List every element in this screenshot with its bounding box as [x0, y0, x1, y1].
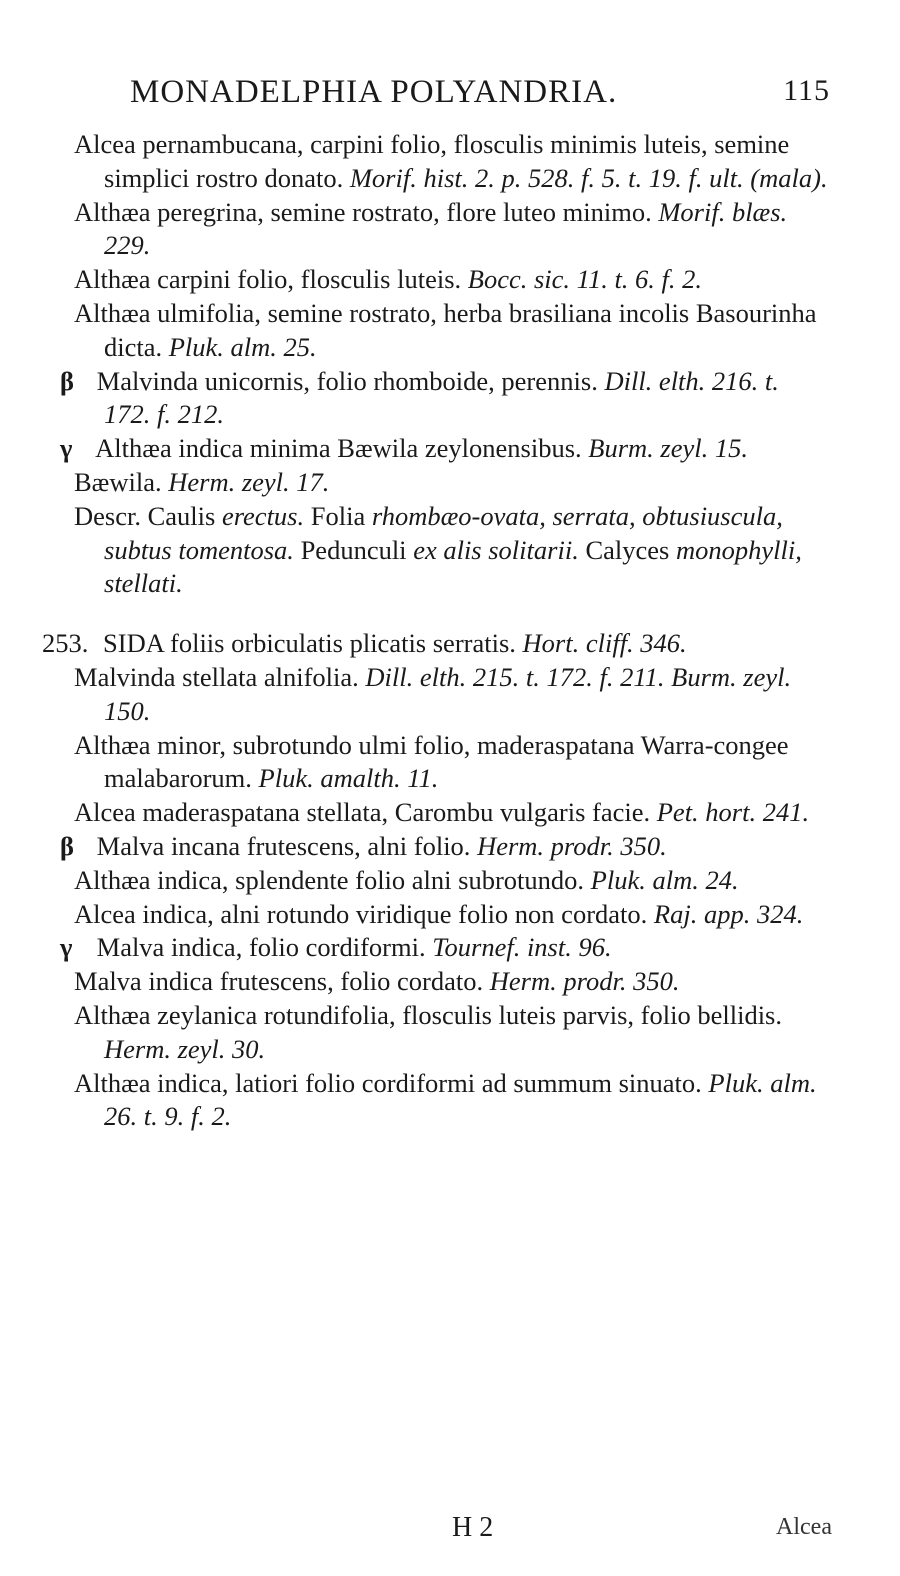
entry-reference: Pluk. alm. 24. — [590, 864, 739, 895]
synonym-entry — [60, 898, 830, 932]
synonym-entry — [60, 196, 830, 264]
synonym-entry — [60, 466, 830, 500]
species-diagnosis: SIDA foliis orbiculatis plicatis serratis. — [103, 628, 516, 659]
entry-reference: Hort. cliff. 346. — [522, 628, 687, 659]
synonym-entry — [60, 661, 830, 729]
description-term: Caulis — [147, 500, 216, 531]
entry-text: Althæa ulmifolia, semine rostrato, herba brasiliana incolis Basourinha dicta. — [74, 297, 817, 362]
entry-reference: Herm. prodr. 350. — [477, 830, 667, 861]
entry-text: Malva incana frutescens, alni folio. — [96, 830, 471, 861]
variety-mark: β — [60, 365, 74, 396]
entry-reference: Morif. hist. 2. p. 528. f. 5. t. 19. f. ult. (mala). — [349, 162, 828, 193]
running-title: MONADELPHIA POLYANDRIA. — [130, 74, 618, 110]
variety-mark: γ — [60, 433, 73, 464]
entry-text: Althæa indica minima Bæwila zeylonensibus. — [95, 433, 582, 464]
entry-reference: Bocc. sic. 11. t. 6. f. 2. — [467, 264, 703, 295]
variety-mark: γ — [60, 932, 73, 963]
entry-text: Althæa indica, splendente folio alni subrotundo. — [74, 864, 585, 895]
entry-text: Malva indica frutescens, folio cordato. — [74, 966, 484, 997]
species-heading — [42, 627, 830, 661]
entry-text: Alcea maderaspatana stellata, Carombu vulgaris facie. — [74, 797, 651, 828]
description-block — [60, 500, 830, 601]
entry-text: Malvinda stellata alnifolia. — [74, 661, 359, 692]
entry-text: Malva indica, folio cordiformi. — [96, 932, 426, 963]
entry-reference: Dill. elth. 215. t. 172. f. 211. Burm. zeyl. 150. — [104, 661, 792, 726]
entry-reference: Raj. app. 324. — [653, 898, 804, 929]
entry-text: Althæa zeylanica rotundifolia, flosculis luteis parvis, folio bellidis. — [74, 999, 782, 1030]
page-footer — [0, 1512, 900, 1552]
description-term: Folia — [310, 500, 366, 531]
entry-reference: Morif. blæs. 229. — [104, 196, 788, 261]
synonym-entry — [60, 965, 830, 999]
entry-reference: Pluk. alm. 26. t. 9. f. 2. — [104, 1067, 817, 1132]
synonym-entry — [60, 864, 830, 898]
entry-reference: Burm. zeyl. 15. — [588, 433, 749, 464]
entry-text: Althæa indica, latiori folio cordiformi ad summum sinuato. — [74, 1067, 702, 1098]
entry-text: Althæa peregrina, semine rostrato, flore luteo minimo. — [74, 196, 652, 227]
species-number: 253. — [42, 628, 89, 659]
description-term: Calyces — [585, 534, 670, 565]
synonym-entry — [60, 128, 830, 196]
entry-reference: Herm. zeyl. 30. — [104, 1033, 266, 1064]
synonym-entry — [60, 1067, 830, 1135]
entry-reference: Dill. elth. 216. t. 172. f. 212. — [104, 365, 779, 430]
synonym-entry — [60, 796, 830, 830]
description-italic: ex alis solitarii. — [413, 534, 579, 565]
description-term: Pedunculi — [300, 534, 407, 565]
catchword: Alcea — [776, 1514, 832, 1540]
entry-text: Althæa minor, subrotundo ulmi folio, maderaspatana Warra-congee malabarorum. — [74, 729, 789, 794]
synonym-entry — [60, 729, 830, 797]
signature-mark: H 2 — [452, 1512, 494, 1543]
entry-reference: Tournef. inst. 96. — [432, 932, 612, 963]
entry-reference: Herm. prodr. 350. — [489, 966, 680, 997]
variety-beta-entry — [60, 830, 830, 864]
synonym-entry — [60, 263, 830, 297]
entry-reference: Pet. hort. 241. — [656, 797, 810, 828]
description-label: Descr. — [74, 500, 141, 531]
page-number: 115 — [783, 74, 830, 107]
variety-gamma-entry — [60, 432, 830, 466]
variety-gamma-entry — [60, 931, 830, 965]
variety-beta-entry — [60, 365, 830, 433]
synonym-entry — [60, 999, 830, 1067]
entry-text: Althæa carpini folio, flosculis luteis. — [74, 264, 462, 295]
entry-text: Malvinda unicornis, folio rhomboide, perennis. — [96, 365, 598, 396]
entry-reference: Herm. zeyl. 17. — [168, 466, 330, 497]
variety-mark: β — [60, 830, 74, 861]
entry-reference: Pluk. amalth. 11. — [258, 763, 439, 794]
entry-reference: Pluk. alm. 25. — [168, 331, 317, 362]
synonym-entry — [60, 297, 830, 365]
entry-text: Bæwila. — [74, 466, 162, 497]
entry-text: Alcea indica, alni rotundo viridique folio non cordato. — [74, 898, 648, 929]
description-italic: erectus. — [221, 500, 305, 531]
text-body — [42, 128, 830, 1134]
description-italic: rhombæo-ovata, serrata, obtusiuscula, subtus tomentosa. — [104, 500, 783, 565]
description-italic: monophylli, stellati. — [104, 534, 802, 599]
running-header — [130, 74, 830, 118]
entry-text: Alcea pernambucana, carpini folio, flosculis minimis luteis, semine simplici rostro donato. — [74, 129, 790, 193]
